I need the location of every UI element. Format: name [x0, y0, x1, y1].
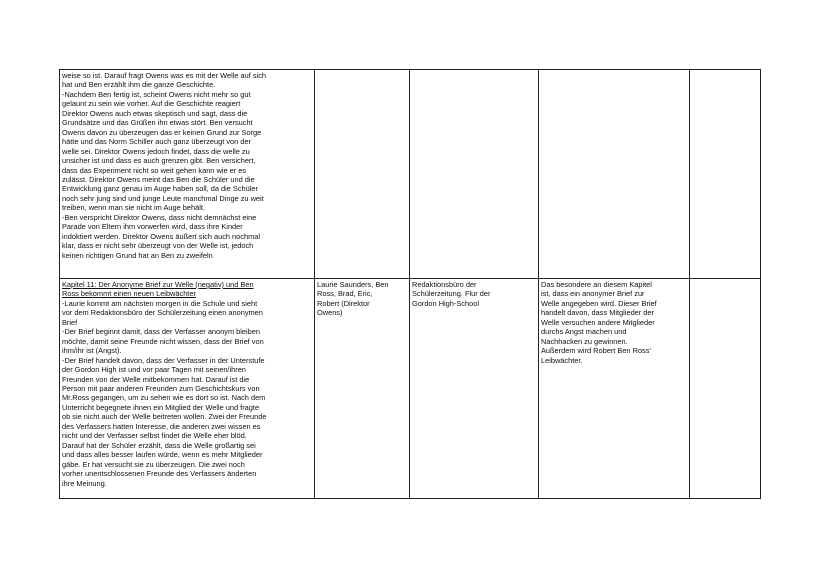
chapter-summary-text: weise so ist. Darauf fragt Owens was es mit der Welle auf sich hat und Ben erzählt ihm die ganze Geschichte. -Nachdem Ben fertig ist, scheint Owens nicht mehr so gut gelaunt zu sein wie vorher. Auf die Geschichte reagiert Direktor Owens auch etwas skeptisch und sagt, dass die Grundsätze und das Grüßen ihn etwas stört. Ben versucht Owens davon zu überzeugen das er keinen Grund zur Sorge hätte und das Norm Schiller auch ganz überzeugt von der welle sei. Direktor Owens jedoch findet, dass die welle zu unsicher ist und dass es auch grenzen gibt. Ben versichert, dass das Experiment nicht so weit gehen kann wie er es zulässt. Direktor Owens meint das Ben die Schüler und die Entwicklung ganz genau im Auge haben soll, da die Schüler noch sehr jung sind und junge Leute manchmal Dinge zu weit treiben, wenn man sie nicht im Auge behält. -Ben verspricht Direktor Owens, dass nicht demnächst eine Parade von Eltern ihm vorwerfen wird, dass ihre Kinder indoktiert werden. Direktor Owens äußert sich auch nochmal klar, dass er nicht sehr überzeugt von der Welle ist, jedoch keinen richtigen Grund hat an Ben zu zweifeln	[62, 71, 267, 260]
chapter-heading: Kapitel 11: Der Anonyme Brief zur Welle (negativ) und Ben Ross bekommt einen neuen Leibwächter	[62, 280, 254, 299]
location-cell	[410, 279, 539, 499]
content-cell	[60, 279, 315, 499]
table-row	[60, 70, 761, 279]
special-cell	[539, 279, 690, 499]
extra-cell	[690, 279, 761, 499]
special-text: Das besondere an diesem Kapitel ist, dass ein anonymer Brief zur Welle angegeben wird. Dieser Brief handelt davon, dass Mitglieder der Welle versuchen andere Mitglieder durchs Angst machen und Nachhacken zu gewinnen. Außerdem wird Robert Ben Ross' Leibwächter.	[541, 280, 657, 365]
chapter-summary-text: -Laurie kommt am nächsten morgen in die Schule und sieht vor dem Redaktionsbüro der Schülerzeitung einen anonymen Brief -Der Brief beginnt damit, dass der Verfasser anonym bleiben möchte, damit seine Freunde nicht wissen, dass der Brief von ihm/ihr ist (Angst). -Der Brief handelt davon, dass der Verfasser in der Unterstufe der Gordon High ist und vor paar Tagen mit seinen/ihren Freunden von der Welle mitbekommen hat. Darauf ist die Person mit paar anderen Freunden zum Geschichtskurs von Mr.Ross gegangen, um zu sehen wie es dort so ist. Nach dem Unterricht begegnete ihnen ein Mitglied der Welle und fragte ob sie nicht auch der Welle beitreten wollen. Zwei der Freunde des Verfassers hatten Interesse, die anderen zwei wissen es nicht und der Verfasser selbst findet die Welle eher blöd. Darauf hat der Schüler erzählt, dass die Welle großartig sei und dass alles besser laufen würde, wenn es mehr Mitglieder gäbe. Er hat versucht sie zu überzeugen. Die zwei noch vorher unentschlossenen Freunde des Verfassers änderten ihre Meinung.	[62, 298, 267, 488]
characters-cell	[315, 70, 410, 279]
extra-cell	[690, 70, 761, 279]
content-cell	[60, 70, 315, 279]
location-text: Redaktionsbüro der Schülerzeitung. Flur der Gordon High-School	[412, 280, 491, 308]
characters-cell	[315, 279, 410, 499]
special-cell	[539, 70, 690, 279]
location-cell	[410, 70, 539, 279]
characters-text: Laurie Saunders, Ben Ross, Brad, Eric, Robert (Direktor Owens)	[317, 280, 389, 318]
chapter-summary-table	[59, 69, 761, 499]
table-row	[60, 279, 761, 499]
